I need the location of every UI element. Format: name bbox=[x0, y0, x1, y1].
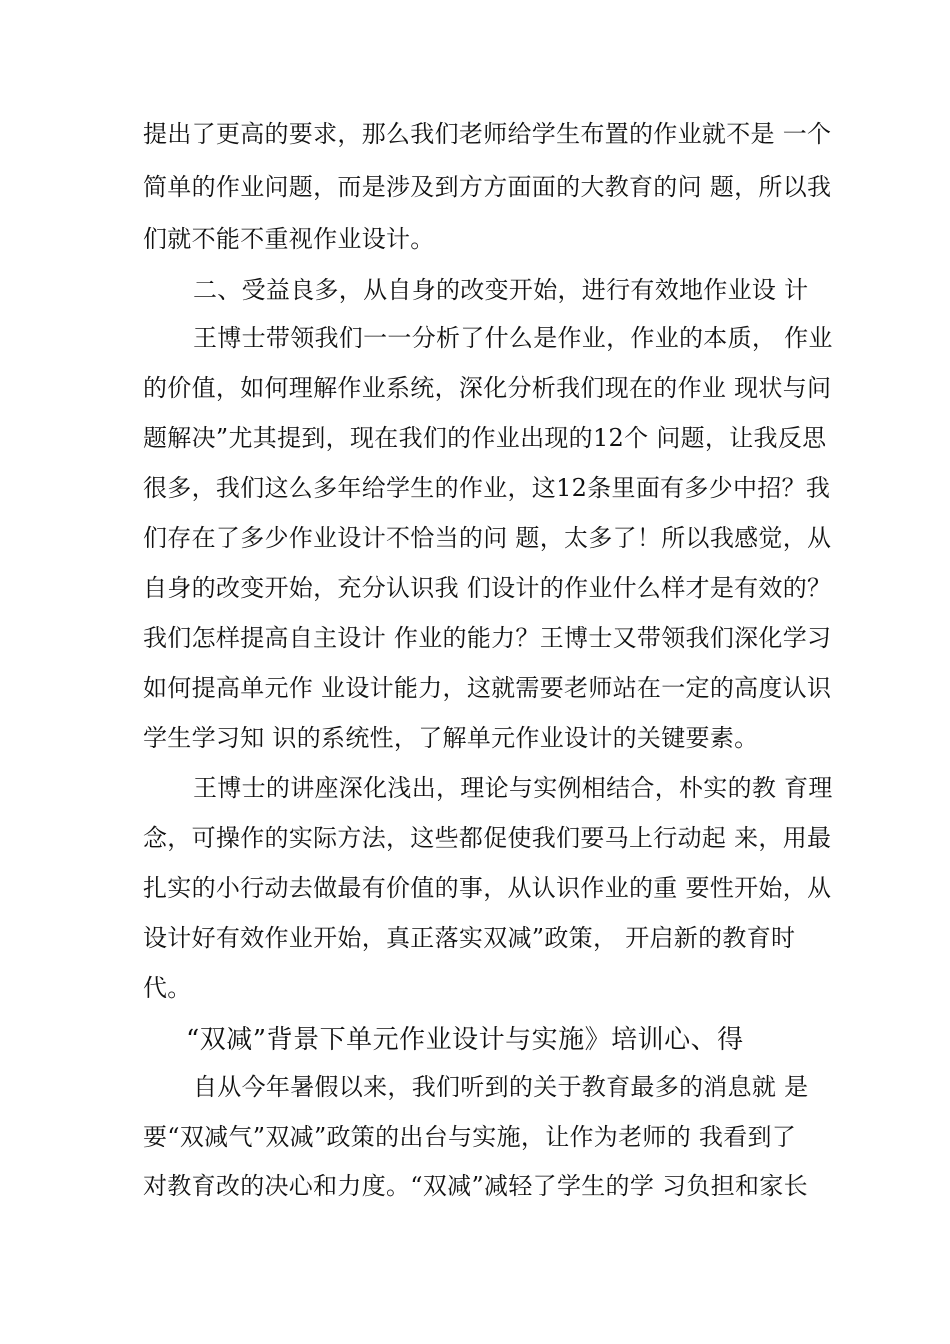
text-line: 简单的作业问题，而是涉及到方方面面的大教育的问 题，所以我 bbox=[143, 173, 832, 201]
text-line: 自从今年暑假以来，我们听到的关于教育最多的消息就 是 bbox=[193, 1073, 809, 1101]
text-line: 代。 bbox=[143, 974, 192, 1002]
text-line: 很多，我们这么多年给学生的作业，这12条里面有多少中招？我 bbox=[143, 474, 831, 502]
text-line: 扎实的小行动去做最有价值的事，从认识作业的重 要性开始，从 bbox=[143, 874, 832, 902]
text-line: 设计好有效作业开始，真正落实双减”政策， 开启新的教育时 bbox=[143, 924, 796, 952]
text-line: 自身的改变开始，充分认识我 们设计的作业什么样才是有效的？ bbox=[143, 574, 832, 602]
text-line: 题解决”尤其提到，现在我们的作业出现的12个 问题，让我反思 bbox=[143, 424, 827, 452]
text-line: 我们怎样提高自主设计 作业的能力？王博士又带领我们深化学习 bbox=[143, 624, 832, 652]
text-line: 的价值，如何理解作业系统，深化分析我们现在的作业 现状与问 bbox=[143, 374, 832, 402]
text-line: 提出了更高的要求，那么我们老师给学生布置的作业就不是 一个 bbox=[143, 120, 832, 148]
text-line: 学生学习知 识的系统性，了解单元作业设计的关键要素。 bbox=[143, 724, 759, 752]
text-line: 王博士的讲座深化浅出，理论与实例相结合，朴实的教 育理 bbox=[193, 774, 833, 802]
text-line: 王博士带领我们一一分析了什么是作业，作业的本质， 作业 bbox=[193, 324, 833, 352]
text-line: 如何提高单元作 业设计能力，这就需要老师站在一定的高度认识 bbox=[143, 674, 832, 702]
article-title: “双减”背景下单元作业设计与实施》培训心、得 bbox=[186, 1025, 744, 1055]
text-line: 念，可操作的实际方法，这些都促使我们要马上行动起 来，用最 bbox=[143, 824, 832, 852]
section-heading: 二、受益良多，从自身的改变开始，进行有效地作业设 计 bbox=[193, 276, 809, 304]
text-line: 们存在了多少作业设计不恰当的问 题，太多了！所以我感觉，从 bbox=[143, 524, 832, 552]
text-line: 要“双减气”双减”政策的出台与实施，让作为老师的 我看到了 bbox=[143, 1123, 797, 1151]
text-line: 对教育改的决心和力度。“双减”减轻了学生的学 习负担和家长 bbox=[143, 1172, 808, 1200]
text-line: 们就不能不重视作业设计。 bbox=[143, 225, 435, 253]
